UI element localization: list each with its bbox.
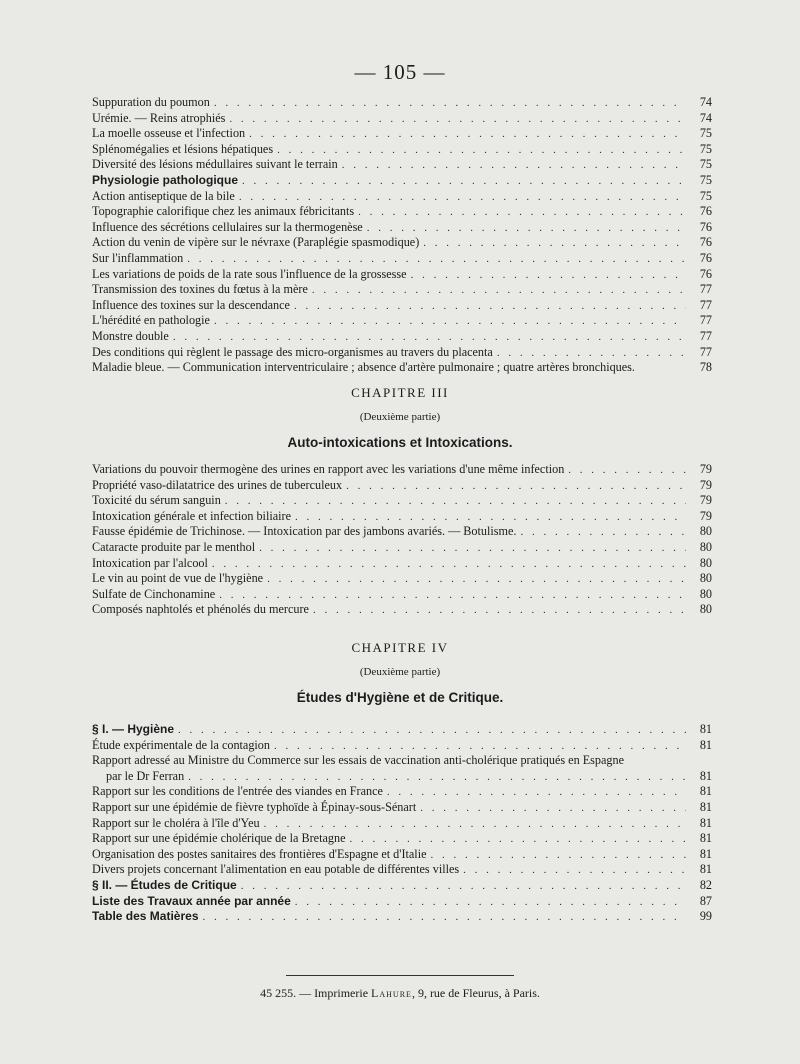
toc-entry-label: Propriété vaso-dilatatrice des urines de tuberculeux xyxy=(92,477,343,492)
toc-entry xyxy=(92,251,712,267)
toc-entry xyxy=(92,769,712,785)
leader-dots xyxy=(431,848,687,863)
toc-entry-page: 75 xyxy=(699,157,712,172)
leader-dots xyxy=(241,879,686,894)
footer-dash: — Imprimerie xyxy=(296,986,372,1000)
toc-entry xyxy=(92,847,712,863)
toc-entry-page: 81 xyxy=(699,846,712,861)
toc-entry xyxy=(92,571,712,587)
toc-entry xyxy=(92,345,712,361)
toc-entry-page: 80 xyxy=(699,571,712,586)
toc-entry xyxy=(92,509,712,525)
toc-entry-label: Suppuration du poumon xyxy=(92,95,210,109)
toc-entry-page: 87 xyxy=(699,893,712,908)
toc-entry-page: 76 xyxy=(699,219,712,234)
toc-entry-label: Le vin au point de vue de l'hygiène xyxy=(92,571,264,586)
toc-entry xyxy=(92,784,712,800)
toc-entry-label: Organisation des postes sanitaires des frontières d'Espagne et d'Italie xyxy=(92,846,427,861)
toc-entry xyxy=(92,204,712,220)
toc-entry-label: Toxicité du sérum sanguin xyxy=(92,493,221,508)
chapter-title: CHAPITRE IV xyxy=(351,640,449,655)
leader-dots xyxy=(411,268,686,283)
leader-dots xyxy=(568,463,686,478)
toc-entry-label: Monstre double xyxy=(92,328,169,343)
toc-entry-page: 79 xyxy=(699,493,712,508)
leader-dots xyxy=(187,252,686,267)
toc-entry-page: 77 xyxy=(699,282,712,297)
toc-entry-label: Physiologie pathologique xyxy=(92,172,239,187)
leader-dots xyxy=(277,143,686,158)
leader-dots xyxy=(214,96,686,111)
chapter-heading: Études d'Hygiène et de Critique. xyxy=(296,690,504,705)
toc-entry-label: Maladie bleue. — Communication interventriculaire ; absence d'artère pulmonaire ; quatre artères bronchiques. xyxy=(92,360,635,375)
toc-entry xyxy=(92,313,712,329)
leader-dots xyxy=(295,895,686,910)
leader-dots xyxy=(259,541,686,556)
toc-entry-label: Étude expérimentale de la contagion xyxy=(92,737,270,752)
toc-entry xyxy=(92,173,712,189)
leader-dots xyxy=(212,557,686,572)
chapter-title: CHAPITRE III xyxy=(351,385,449,400)
toc-entry-label: par le Dr Ferran xyxy=(106,768,185,783)
toc-entry-page: 80 xyxy=(699,555,712,570)
leader-dots xyxy=(274,739,686,754)
leader-dots xyxy=(295,510,686,525)
toc-entry-page: 80 xyxy=(699,586,712,601)
toc-entry-page: 80 xyxy=(699,602,712,617)
toc-entry xyxy=(92,157,712,173)
leader-dots xyxy=(239,190,686,205)
toc-entry xyxy=(92,524,712,540)
leader-dots xyxy=(214,314,686,329)
toc-entry-page: 81 xyxy=(699,799,712,814)
toc-entry-page: 76 xyxy=(699,266,712,281)
toc-entry-page: 75 xyxy=(699,172,712,187)
toc-entry xyxy=(92,111,712,127)
toc-entry-label: Influence des sécrétions cellulaires sur la thermogenèse xyxy=(92,219,363,234)
toc-entry xyxy=(92,478,712,494)
toc-entry xyxy=(92,220,712,236)
toc-entry-label: Intoxication générale et infection biliaire xyxy=(92,508,291,523)
footer-number: 45 255. xyxy=(260,986,297,1000)
toc-entry-label: Transmission des toxines du fœtus à la mère xyxy=(92,282,308,297)
toc-entry xyxy=(92,909,712,925)
toc-entry-page: 77 xyxy=(699,297,712,312)
leader-dots xyxy=(267,572,686,587)
toc-entry-page: 77 xyxy=(699,328,712,343)
toc-entry-label: Action du venin de vipère sur le névraxe (Paraplégie spasmodique) xyxy=(92,235,420,250)
toc-entry-page: 75 xyxy=(699,141,712,156)
toc-entry xyxy=(92,816,712,832)
toc-entry-page: 81 xyxy=(699,831,712,846)
leader-dots xyxy=(188,770,686,785)
leader-dots xyxy=(387,785,686,800)
leader-dots xyxy=(249,127,686,142)
toc-section-top xyxy=(92,95,712,376)
toc-entry-label: Rapport sur une épidémie de fièvre typhoïde à Épinay-sous-Sénart xyxy=(92,799,417,814)
toc-entry-label: Variations du pouvoir thermogène des urines en rapport avec les variations d'une même infection xyxy=(92,462,565,476)
leader-dots xyxy=(178,723,686,738)
leader-dots xyxy=(420,801,686,816)
toc-entry-label: Topographie calorifique chez les animaux fébricitants xyxy=(92,204,355,219)
toc-entry-label: La moelle osseuse et l'infection xyxy=(92,126,246,141)
toc-entry-label: Urémie. — Reins atrophiés xyxy=(92,110,226,125)
toc-entry-page: 79 xyxy=(699,508,712,523)
toc-entry xyxy=(92,753,712,769)
leader-dots xyxy=(367,221,686,236)
leader-dots xyxy=(520,525,686,540)
toc-entry xyxy=(92,493,712,509)
toc-entry-label: Intoxication par l'alcool xyxy=(92,555,208,570)
toc-entry xyxy=(92,282,712,298)
toc-entry-page: 75 xyxy=(699,188,712,203)
leader-dots xyxy=(313,603,686,618)
footer-rule xyxy=(286,975,514,976)
toc-entry-page: 82 xyxy=(699,877,712,892)
footer-printer: Lahure xyxy=(371,986,412,1000)
toc-entry-page: 76 xyxy=(699,204,712,219)
toc-entry-page: 75 xyxy=(699,126,712,141)
leader-dots xyxy=(242,174,686,189)
toc-entry xyxy=(92,587,712,603)
leader-dots xyxy=(225,494,686,509)
toc-entry-label: Rapport sur les conditions de l'entrée des viandes en France xyxy=(92,784,383,799)
toc-entry xyxy=(92,862,712,878)
printer-footer xyxy=(0,986,800,1001)
toc-entry xyxy=(92,267,712,283)
page-number: — 105 — xyxy=(354,60,446,84)
toc-entry-page: 81 xyxy=(699,722,712,736)
leader-dots xyxy=(203,910,687,925)
toc-entry-page: 81 xyxy=(699,737,712,752)
chapter-4-header xyxy=(0,640,800,705)
leader-dots xyxy=(497,346,686,361)
toc-section-chapter-3 xyxy=(92,462,712,618)
toc-entry-label: § II. — Études de Critique xyxy=(92,877,237,892)
toc-entry-page: 79 xyxy=(699,462,712,476)
toc-entry-label: Influence des toxines sur la descendance xyxy=(92,297,290,312)
toc-entry xyxy=(92,540,712,556)
toc-entry-page: 74 xyxy=(699,95,712,109)
toc-entry xyxy=(92,831,712,847)
toc-entry-label: Splénomégalies et lésions hépatiques xyxy=(92,141,274,156)
leader-dots xyxy=(349,832,686,847)
toc-entry xyxy=(92,126,712,142)
toc-entry xyxy=(92,878,712,894)
leader-dots xyxy=(342,158,686,173)
toc-entry-label: Diversité des lésions médullaires suivant le terrain xyxy=(92,157,338,172)
toc-entry-page: 81 xyxy=(699,784,712,799)
toc-entry-page: 81 xyxy=(699,768,712,783)
toc-entry-page: 76 xyxy=(699,250,712,265)
toc-section-chapter-4 xyxy=(92,722,712,925)
toc-entry-label: Cataracte produite par le menthol xyxy=(92,539,256,554)
chapter-part: (Deuxième partie) xyxy=(359,411,441,423)
toc-entry-page: 81 xyxy=(699,815,712,830)
leader-dots xyxy=(173,330,686,345)
toc-entry-label: Sulfate de Cinchonamine xyxy=(92,586,216,601)
toc-entry xyxy=(92,298,712,314)
toc-entry-page: 80 xyxy=(699,539,712,554)
toc-entry-label: Table des Matières xyxy=(92,909,199,924)
leader-dots xyxy=(312,283,686,298)
toc-entry-label: § I. — Hygiène xyxy=(92,722,175,736)
toc-entry xyxy=(92,602,712,618)
chapter-heading: Auto-intoxications et Intoxications. xyxy=(287,435,513,450)
toc-entry-page: 79 xyxy=(699,477,712,492)
leader-dots xyxy=(358,205,686,220)
toc-entry xyxy=(92,800,712,816)
toc-entry-label: Rapport adressé au Ministre du Commerce sur les essais de vaccination anti-cholérique pratiqués en Espagne xyxy=(92,753,625,768)
toc-entry xyxy=(92,95,712,111)
toc-entry-label: Liste des Travaux année par année xyxy=(92,893,291,908)
toc-entry-label: Des conditions qui règlent le passage des micro-organismes au travers du placenta xyxy=(92,344,493,359)
toc-entry-page: 99 xyxy=(699,909,712,924)
leader-dots xyxy=(219,588,686,603)
toc-entry-page: 81 xyxy=(699,862,712,877)
toc-entry xyxy=(92,894,712,910)
leader-dots xyxy=(423,236,686,251)
toc-entry-label: L'hérédité en pathologie xyxy=(92,313,210,328)
leader-dots xyxy=(463,863,686,878)
toc-entry-page: 77 xyxy=(699,313,712,328)
leader-dots xyxy=(294,299,686,314)
chapter-3-header xyxy=(0,385,800,450)
toc-entry-label: Rapport sur une épidémie cholérique de la Bretagne xyxy=(92,831,346,846)
toc-entry-label: Action antiseptique de la bile xyxy=(92,188,235,203)
footer-address: , 9, rue de Fleurus, à Paris. xyxy=(411,986,540,1000)
toc-entry xyxy=(92,738,712,754)
toc-entry xyxy=(92,462,712,478)
toc-entry-label: Rapport sur le choléra à l'île d'Yeu xyxy=(92,815,260,830)
toc-entry xyxy=(92,142,712,158)
toc-entry-page: 80 xyxy=(699,524,712,539)
toc-entry-label: Sur l'inflammation xyxy=(92,250,184,265)
toc-entry xyxy=(92,556,712,572)
toc-entry-page: 74 xyxy=(699,110,712,125)
toc-entry-page: 76 xyxy=(699,235,712,250)
chapter-part: (Deuxième partie) xyxy=(359,666,441,678)
toc-entry xyxy=(92,360,712,376)
leader-dots xyxy=(229,112,686,127)
toc-entry xyxy=(92,235,712,251)
leader-dots xyxy=(346,479,686,494)
toc-entry-label: Fausse épidémie de Trichinose. — Intoxication par des jambons avariés. — Botulisme. xyxy=(92,524,517,539)
toc-entry-label: Composés naphtolés et phénolés du mercure xyxy=(92,602,309,617)
toc-entry-page: 77 xyxy=(699,344,712,359)
toc-entry xyxy=(92,722,712,738)
toc-entry xyxy=(92,329,712,345)
toc-entry-label: Les variations de poids de la rate sous l'influence de la grossesse xyxy=(92,266,407,281)
toc-entry-page: 78 xyxy=(699,360,712,375)
toc-entry-label: Divers projets concernant l'alimentation en eau potable de différentes villes xyxy=(92,862,460,877)
toc-entry xyxy=(92,189,712,205)
leader-dots xyxy=(264,817,686,832)
